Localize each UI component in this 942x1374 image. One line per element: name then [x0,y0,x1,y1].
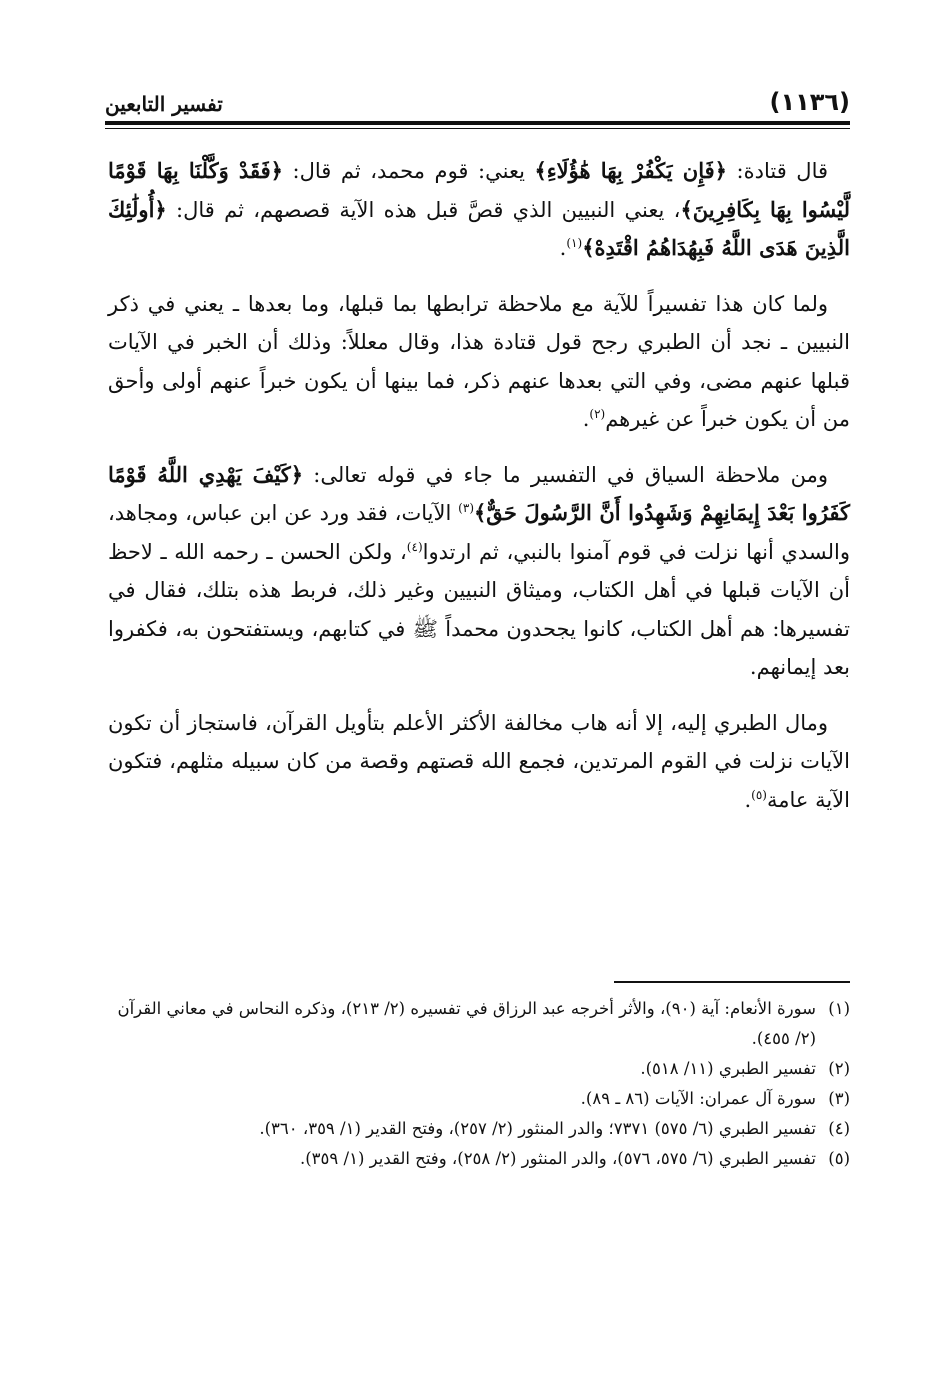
footnote [108,1054,850,1084]
quran-verse: ﴿فَإِن يَكْفُرْ بِهَا هَٰؤُلَاءِ﴾ [534,158,727,183]
footnote-text: تفسير الطبري (٦/ ٥٧٥، ٥٧٦)، والدر المنثور (٢/ ٢٥٨)، وفتح القدير (١/ ٣٥٩). [299,1149,816,1168]
paragraph [108,152,850,268]
text-run: . [744,787,752,812]
main-text [108,152,850,836]
footnotes [108,994,850,1174]
footnote-number: (٥) [828,1149,850,1168]
running-title: تفسير التابعين [105,92,223,116]
footnote-text: تفسير الطبري (٦/ ٥٧٥) ٧٣٧١؛ والدر المنثور (٢/ ٢٥٧)، وفتح القدير (١/ ٣٥٩، ٣٦٠). [259,1119,816,1138]
footnote-number: (٣) [828,1089,850,1108]
text-run: ، ولكن الحسن ـ رحمه الله ـ لاحظ أن الآيات قبلها في أهل الكتاب، وميثاق النبيين وغير ذلك، فربط هذه بتلك، فقال في تفسيرها: هم أهل الكتاب، كانوا يجحدون محمداً ﷺ في كتابهم، ويستفتحون به، فكفروا بعد إيمانهم. [108,539,850,679]
footnote-number: (٤) [828,1119,850,1138]
footnote-text: سورة آل عمران: الآيات (٨٦ ـ ٨٩). [580,1089,816,1108]
header-rule-thin [105,128,850,129]
paragraph [108,456,850,687]
text-run: ولما كان هذا تفسيراً للآية مع ملاحظة ترابطها بما قبلها، وما بعدها ـ يعني في ذكر النبيين ـ نجد أن الطبري رجح قول قتادة هذا، وقال معللاً: وذلك أن الخبر في الآيات قبلها عنهم مضى، وفي التي بعدها عنهم ذكر، فما بينها أن يكون خبراً عنهم أولى وأحق من أن يكون خبراً عن غيرهم [108,291,850,431]
footnote-ref: (٤) [406,539,423,554]
text-run: ومن ملاحظة السياق في التفسير ما جاء في قوله تعالى: [303,462,828,487]
text-run: قال قتادة: [726,159,829,183]
paragraph [108,704,850,820]
footnote [108,1114,850,1144]
footnote-ref: (٣) [458,501,474,515]
quran-verse: ﴿أُولَٰئِكَ الَّذِينَ هَدَى اللَّهُ فَبِهُدَاهُمُ اقْتَدِهْ﴾ [108,196,850,260]
footnote-number: (٢) [828,1059,850,1078]
footnote-ref: (١) [566,236,583,250]
paragraph [108,285,850,439]
footnote-text: تفسير الطبري (١١/ ٥١٨). [640,1059,816,1078]
page-number: (١١٣٦) [769,88,850,116]
quran-verse: ﴿فَقَدْ وَكَّلْنَا بِهَا قَوْمًا لَّيْسُوا بِهَا بِكَافِرِينَ﴾ [108,158,850,222]
page-header [105,86,850,116]
text-run: ، يعني النبيين الذي قصَّ قبل هذه الآية قصصهم، ثم قال: [166,197,681,222]
footnote-ref: (٥) [751,787,767,802]
footnote-separator [614,981,850,983]
text-run: الآيات، فقد ورد عن ابن عباس، ومجاهد، والسدي أنها نزلت في قوم آمنوا بالنبي، ثم ارتدوا [108,501,850,564]
footnote [108,1084,850,1114]
text-run: . [559,236,567,260]
footnote-number: (١) [828,999,850,1018]
header-rule-thick [105,121,850,125]
footnote [108,994,850,1054]
text-run: يعني: قوم محمد، ثم قال: [282,159,535,183]
footnote-ref: (٢) [589,407,606,421]
text-run: . [582,407,590,431]
text-run: ومال الطبري إليه، إلا أنه هاب مخالفة الأكثر الأعلم بتأويل القرآن، فاستجاز أن تكون الآيات نزلت في القوم المرتدين، فجمع الله قصتهم وقصة من كان سبيله مثلهم، فتكون الآية عامة [108,710,850,812]
footnote-text: سورة الأنعام: آية (٩٠)، والأثر أخرجه عبد الرزاق في تفسيره (٢/ ٢١٣)، وذكره النحاس في معاني القرآن (٢/ ٤٥٥). [117,999,816,1048]
quran-verse: ﴿كَيْفَ يَهْدِي اللَّهُ قَوْمًا كَفَرُوا بَعْدَ إِيمَانِهِمْ وَشَهِدُوا أَنَّ الرَّسُولَ حَقٌّ﴾ [108,461,850,525]
footnote [108,1144,850,1174]
